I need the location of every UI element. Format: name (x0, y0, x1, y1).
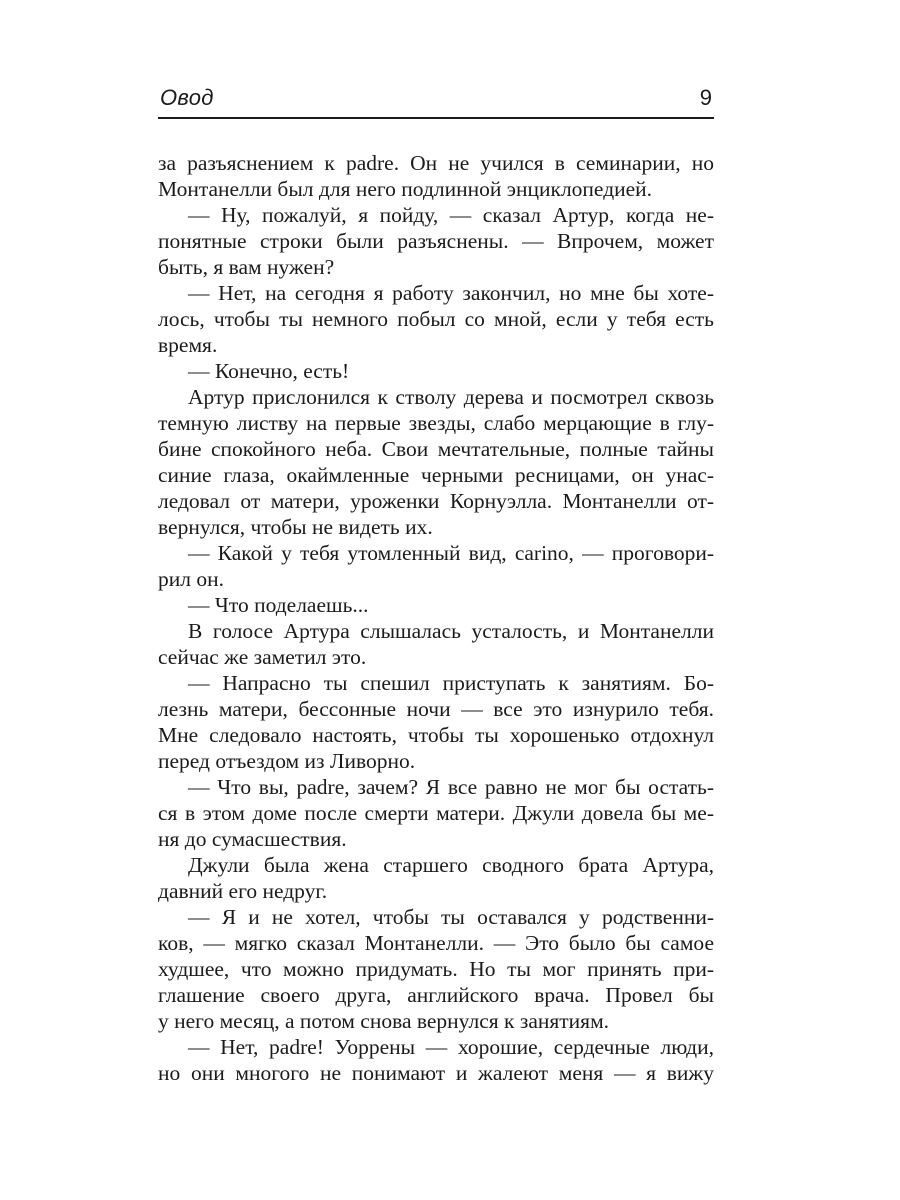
header-rule (158, 117, 714, 119)
text-line: — Конечно, есть! (188, 359, 350, 383)
text-line: рил он. (158, 567, 224, 591)
text-line: — Я и не хотел, чтобы ты оставался у родственни- (188, 905, 714, 929)
text-line: В голосе Артура слышалась усталость, и Монтанелли (188, 619, 714, 643)
text-line: бине спокойного неба. Свои мечтательные, полные тайны (158, 437, 714, 461)
page-header (158, 84, 714, 114)
text-line: Джули была жена старшего сводного брата Артура, (188, 853, 714, 877)
text-line: — Напрасно ты спешил приступать к занятиям. Бо- (188, 671, 714, 695)
text-line: Мне следовало настоять, чтобы ты хорошенько отдохнул (158, 723, 714, 747)
text-line: — Что вы, padre, зачем? Я все равно не мог бы остать- (188, 775, 714, 799)
text-line: сейчас же заметил это. (158, 645, 367, 669)
text-line: ся в этом доме после смерти матери. Джули довела бы ме- (158, 801, 714, 825)
text-line: понятные строки были разъяснены. — Впрочем, может (158, 229, 714, 253)
text-line: худшее, что можно придумать. Но ты мог принять при- (158, 957, 714, 981)
running-title: Овод (160, 85, 214, 110)
text-line: — Нет, padre! Уоррены — хорошие, сердечные люди, (188, 1035, 714, 1059)
text-line: синие глаза, окаймленные черными ресницами, он унас- (158, 463, 714, 487)
text-line: лезнь матери, бессонные ночи — все это изнурило тебя. (158, 697, 714, 721)
text-line: но они многого не понимают и жалеют меня — я вижу (158, 1061, 714, 1085)
text-line: Монтанелли был для него подлинной энциклопедией. (158, 177, 653, 201)
body-text (158, 150, 714, 1086)
text-line: время. (158, 333, 218, 357)
text-line: — Что поделаешь... (188, 593, 369, 617)
text-line: — Ну, пожалуй, я пойду, — сказал Артур, когда не- (188, 203, 714, 227)
text-line: перед отъездом из Ливорно. (158, 749, 416, 773)
text-line: за разъяснением к padre. Он не учился в семинарии, но (158, 151, 714, 175)
page-number: 9 (699, 85, 712, 110)
text-line: ледовал от матери, уроженки Корнуэлла. Монтанелли от- (158, 489, 714, 513)
text-line: ков, — мягко сказал Монтанелли. — Это было бы самое (158, 931, 714, 955)
text-line: Артур прислонился к стволу дерева и посмотрел сквозь (188, 385, 714, 409)
text-line: вернулся, чтобы не видеть их. (158, 515, 433, 539)
text-line: ня до сумасшествия. (158, 827, 347, 851)
text-line: — Какой у тебя утомленный вид, carino, — проговори- (188, 541, 714, 565)
text-line: лось, чтобы ты немного побыл со мной, если у тебя есть (158, 307, 714, 331)
text-line: — Нет, на сегодня я работу закончил, но мне бы хоте- (188, 281, 714, 305)
text-line: давний его недруг. (158, 879, 328, 903)
text-line: у него месяц, а потом снова вернулся к занятиям. (158, 1009, 610, 1033)
text-line: глашение своего друга, английского врача. Провел бы (158, 983, 714, 1007)
text-line: быть, я вам нужен? (158, 255, 335, 279)
text-line: темную листву на первые звезды, слабо мерцающие в глу- (158, 411, 714, 435)
